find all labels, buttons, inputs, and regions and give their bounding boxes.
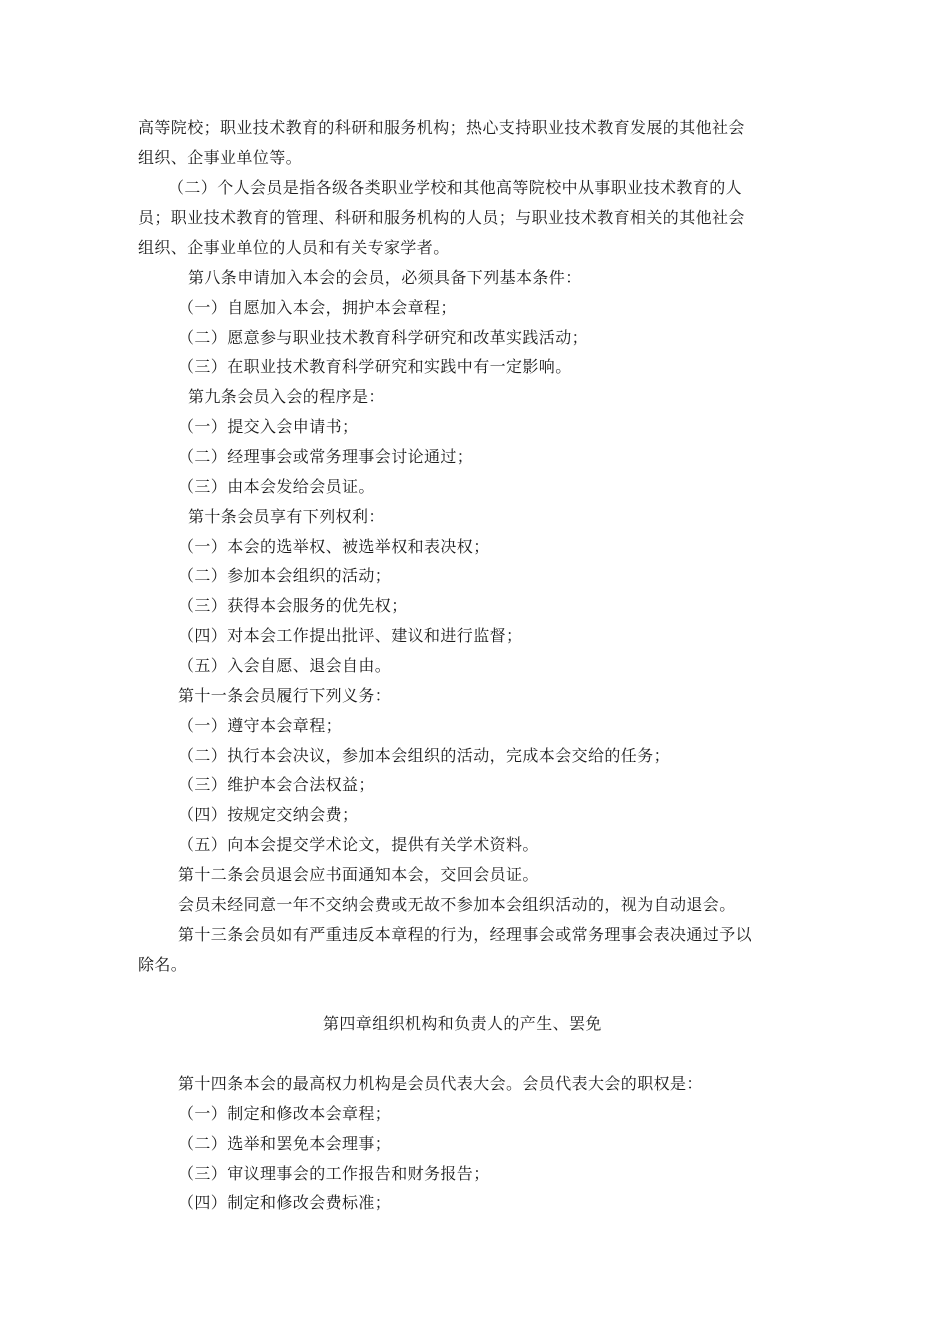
list-item: （三）维护本会合法权益； (178, 775, 375, 794)
list-item: （二）执行本会决议，参加本会组织的活动，完成本会交给的任务； (178, 746, 671, 765)
list-item: （二）经理事会或常务理事会讨论通过； (178, 447, 474, 466)
list-item: （三）在职业技术教育科学研究和实践中有一定影响。 (178, 357, 572, 376)
article-heading: 第十一条会员履行下列义务： (178, 686, 392, 705)
list-item: （二）参加本会组织的活动； (178, 566, 392, 585)
list-item: （一）遵守本会章程； (178, 716, 343, 735)
text-line: 组织、企事业单位等。 (138, 148, 303, 167)
list-item: （一）本会的选举权、被选举权和表决权； (178, 537, 490, 556)
article-heading: 第八条申请加入本会的会员，必须具备下列基本条件： (188, 268, 582, 287)
list-item: （四）按规定交纳会费； (178, 805, 359, 824)
article-heading: 第十三条会员如有严重违反本章程的行为，经理事会或常务理事会表决通过予以 (178, 925, 753, 944)
list-item: （三）审议理事会的工作报告和财务报告； (178, 1164, 490, 1183)
list-item: （二）愿意参与职业技术教育科学研究和改革实践活动； (178, 328, 589, 347)
text-line: （二）个人会员是指各级各类职业学校和其他高等院校中从事职业技术教育的人 (168, 178, 743, 197)
text-line: 员；职业技术教育的管理、科研和服务机构的人员；与职业技术教育相关的其他社会 (138, 208, 745, 227)
chapter-heading: 第四章组织机构和负责人的产生、罢免 (323, 1014, 602, 1033)
list-item: （一）制定和修改本会章程； (178, 1104, 392, 1123)
text-line: 高等院校；职业技术教育的科研和服务机构；热心支持职业技术教育发展的其他社会 (138, 118, 745, 137)
list-item: （五）入会自愿、退会自由。 (178, 656, 392, 675)
article-heading: 第十条会员享有下列权利： (188, 507, 385, 526)
article-heading: 第九条会员入会的程序是： (188, 387, 385, 406)
list-item: （一）提交入会申请书； (178, 417, 359, 436)
article-heading: 第十四条本会的最高权力机构是会员代表大会。会员代表大会的职权是： (178, 1074, 703, 1093)
list-item: （二）选举和罢免本会理事； (178, 1134, 392, 1153)
list-item: （一）自愿加入本会，拥护本会章程； (178, 298, 457, 317)
article-heading: 第十二条会员退会应书面通知本会，交回会员证。 (178, 865, 539, 884)
text-line: 会员未经同意一年不交纳会费或无故不参加本会组织活动的，视为自动退会。 (178, 895, 736, 914)
text-line: 除名。 (138, 955, 188, 974)
list-item: （五）向本会提交学术论文，提供有关学术资料。 (178, 835, 539, 854)
list-item: （四）对本会工作提出批评、建议和进行监督； (178, 626, 523, 645)
list-item: （四）制定和修改会费标准； (178, 1193, 392, 1212)
list-item: （三）获得本会服务的优先权； (178, 596, 408, 615)
list-item: （三）由本会发给会员证。 (178, 477, 375, 496)
text-line: 组织、企事业单位的人员和有关专家学者。 (138, 238, 450, 257)
